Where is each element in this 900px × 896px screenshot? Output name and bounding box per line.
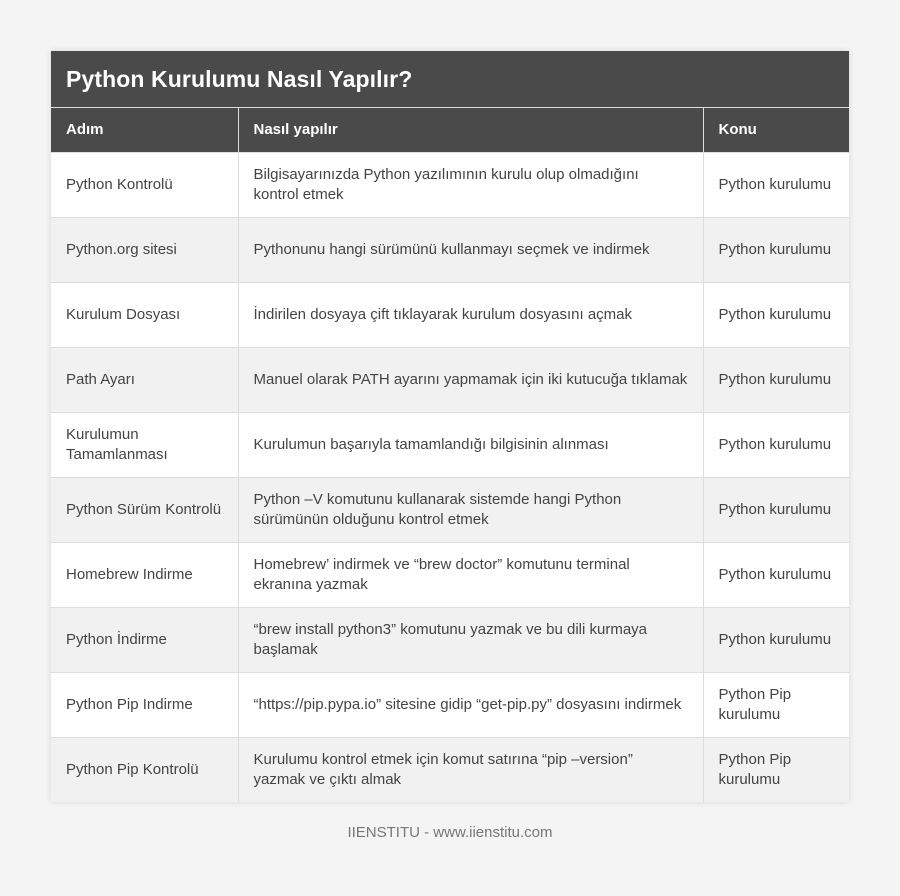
table-header-row — [51, 108, 849, 152]
cell-step: Path Ayarı — [51, 347, 238, 412]
table-container — [51, 51, 849, 802]
cell-how: İndirilen dosyaya çift tıklayarak kurulum dosyasını açmak — [238, 282, 703, 347]
cell-how: Kurulumu kontrol etmek için komut satırına “pip –version” yazmak ve çıktı almak — [238, 737, 703, 802]
cell-step: Python Kontrolü — [51, 152, 238, 217]
cell-how: “brew install python3” komutunu yazmak ve bu dili kurmaya başlamak — [238, 607, 703, 672]
cell-how: Homebrew’ indirmek ve “brew doctor” komutunu terminal ekranına yazmak — [238, 542, 703, 607]
table-row — [51, 152, 849, 217]
column-header-how: Nasıl yapılır — [238, 108, 703, 152]
cell-topic: Python kurulumu — [703, 477, 849, 542]
cell-how: “https://pip.pypa.io” sitesine gidip “get-pip.py” dosyasını indirmek — [238, 672, 703, 737]
cell-step: Python.org sitesi — [51, 217, 238, 282]
table-row — [51, 672, 849, 737]
cell-topic: Python Pip kurulumu — [703, 672, 849, 737]
column-header-topic: Konu — [703, 108, 849, 152]
cell-how: Pythonunu hangi sürümünü kullanmayı seçmek ve indirmek — [238, 217, 703, 282]
cell-topic: Python kurulumu — [703, 347, 849, 412]
cell-step: Python Sürüm Kontrolü — [51, 477, 238, 542]
cell-step: Python Pip Indirme — [51, 672, 238, 737]
cell-topic: Python kurulumu — [703, 542, 849, 607]
cell-step: Python Pip Kontrolü — [51, 737, 238, 802]
cell-topic: Python kurulumu — [703, 152, 849, 217]
cell-step: Python İndirme — [51, 607, 238, 672]
cell-topic: Python kurulumu — [703, 412, 849, 477]
table-row — [51, 737, 849, 802]
table-row — [51, 607, 849, 672]
table-row — [51, 412, 849, 477]
cell-how: Manuel olarak PATH ayarını yapmamak için iki kutucuğa tıklamak — [238, 347, 703, 412]
cell-topic: Python Pip kurulumu — [703, 737, 849, 802]
table-row — [51, 477, 849, 542]
cell-step: Kurulumun Tamamlanması — [51, 412, 238, 477]
column-header-step: Adım — [51, 108, 238, 152]
cell-how: Python –V komutunu kullanarak sistemde hangi Python sürümünün olduğunu kontrol etmek — [238, 477, 703, 542]
cell-step: Kurulum Dosyası — [51, 282, 238, 347]
cell-step: Homebrew Indirme — [51, 542, 238, 607]
cell-how: Bilgisayarınızda Python yazılımının kurulu olup olmadığını kontrol etmek — [238, 152, 703, 217]
table-row — [51, 542, 849, 607]
cell-how: Kurulumun başarıyla tamamlandığı bilgisinin alınması — [238, 412, 703, 477]
table-title: Python Kurulumu Nasıl Yapılır? — [51, 51, 849, 108]
steps-table — [51, 108, 849, 802]
cell-topic: Python kurulumu — [703, 217, 849, 282]
table-row — [51, 282, 849, 347]
cell-topic: Python kurulumu — [703, 607, 849, 672]
cell-topic: Python kurulumu — [703, 282, 849, 347]
table-row — [51, 347, 849, 412]
table-row — [51, 217, 849, 282]
footer-credit: IIENSTITU - www.iienstitu.com — [347, 824, 553, 841]
